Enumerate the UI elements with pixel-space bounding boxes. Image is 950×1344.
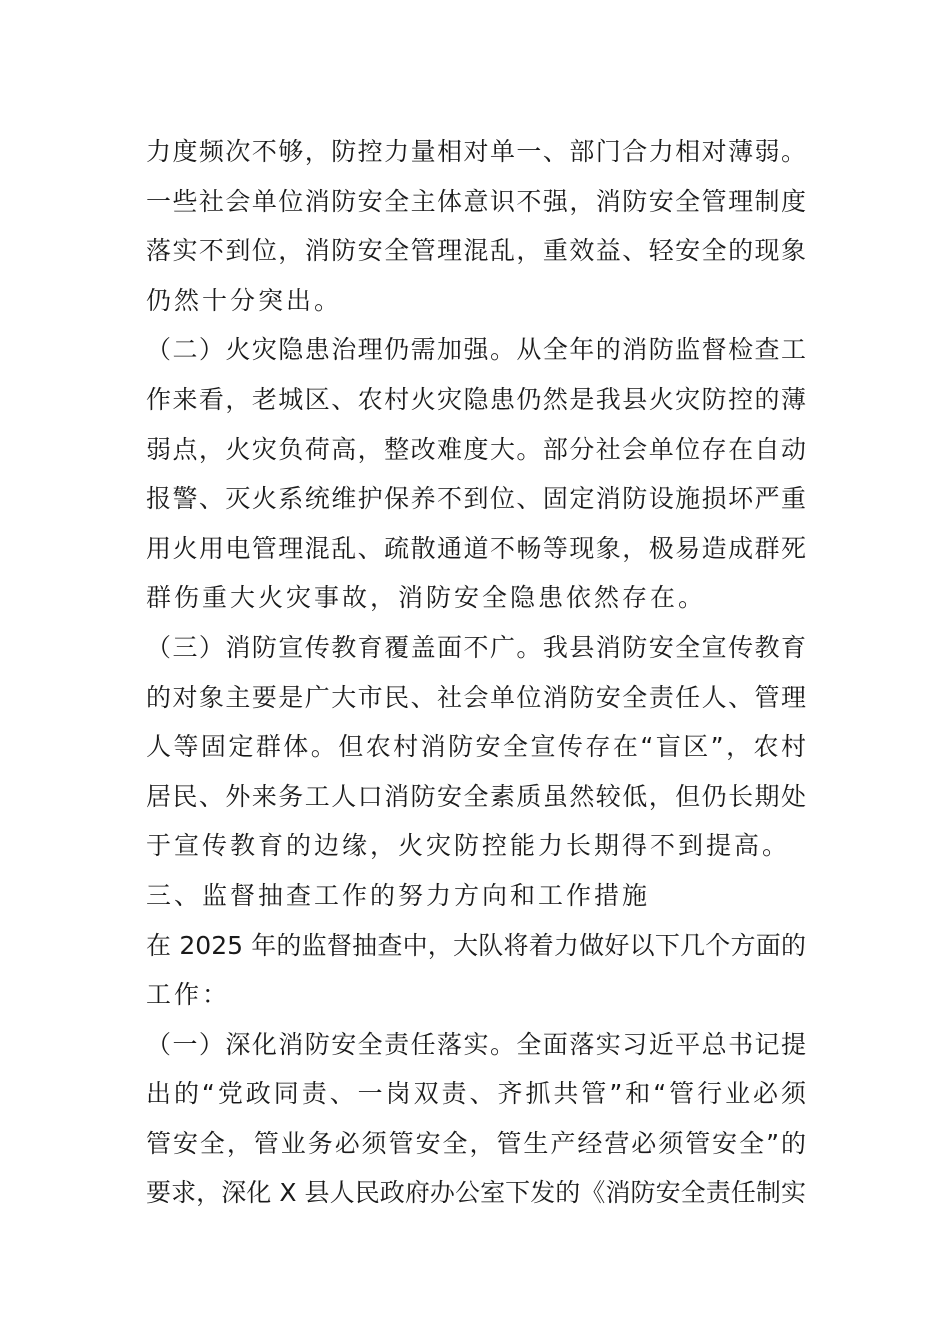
text-line: 工作： bbox=[146, 980, 231, 1010]
text-line: 在 2025 年的监督抽查中，大队将着力做好以下几个方面的 bbox=[146, 930, 806, 960]
text-line: 居民、外来务工人口消防安全素质虽然较低，但仍长期处 bbox=[146, 781, 806, 811]
text-line: 报警、灭火系统维护保养不到位、固定消防设施损坏严重 bbox=[146, 484, 806, 514]
document-body bbox=[146, 127, 806, 1218]
text-line: 群伤重大火灾事故，消防安全隐患依然存在。 bbox=[146, 583, 707, 613]
section-heading: 三、监督抽查工作的努力方向和工作措施 bbox=[146, 880, 651, 910]
text-line: 用火用电管理混乱、疏散通道不畅等现象，极易造成群死 bbox=[146, 533, 806, 563]
text-line: （三）消防宣传教育覆盖面不广。我县消防安全宣传教育 bbox=[146, 632, 806, 662]
text-line: 于宣传教育的边缘，火灾防控能力长期得不到提高。 bbox=[146, 831, 791, 861]
text-line: 一些社会单位消防安全主体意识不强，消防安全管理制度 bbox=[146, 186, 806, 216]
text-line: （一）深化消防安全责任落实。全面落实习近平总书记提 bbox=[146, 1029, 806, 1059]
text-line: （二）火灾隐患治理仍需加强。从全年的消防监督检查工 bbox=[146, 335, 806, 365]
text-line: 的对象主要是广大市民、社会单位消防安全责任人、管理 bbox=[146, 682, 806, 712]
text-line: 出的“党政同责、一岗双责、齐抓共管”和“管行业必须 bbox=[146, 1079, 806, 1109]
text-line: 人等固定群体。但农村消防安全宣传存在“盲区”，农村 bbox=[146, 732, 806, 762]
text-line: 弱点，火灾负荷高，整改难度大。部分社会单位存在自动 bbox=[146, 434, 806, 464]
text-line: 落实不到位，消防安全管理混乱，重效益、轻安全的现象 bbox=[146, 236, 806, 266]
text-line: 作来看，老城区、农村火灾隐患仍然是我县火灾防控的薄 bbox=[146, 384, 806, 414]
text-line: 力度频次不够，防控力量相对单一、部门合力相对薄弱。 bbox=[146, 137, 806, 166]
text-line: 管安全，管业务必须管安全，管生产经营必须管安全”的 bbox=[146, 1128, 806, 1158]
text-line: 要求，深化 X 县人民政府办公室下发的《消防安全责任制实 bbox=[146, 1178, 806, 1208]
text-line: 仍然十分突出。 bbox=[146, 285, 343, 315]
